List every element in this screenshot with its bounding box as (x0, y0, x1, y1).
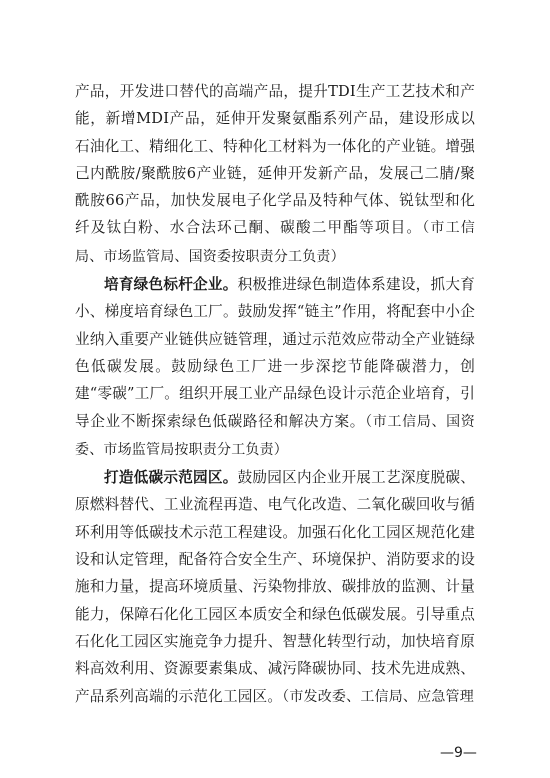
paragraph-heading: 打造低碳示范园区。 (104, 469, 238, 487)
page-number: —9— (440, 745, 477, 761)
responsibility-note: （市工信局、市场监管局、国资委按职责分工负责） (75, 220, 475, 265)
paragraph-petrochemical-chain (75, 78, 475, 271)
paragraph-body: 鼓励园区内企业开展工艺深度脱碳、原燃料替代、工业流程再造、电气化改造、二氧化碳回收与循环利用等低碳技术示范工程建设。加强石化化工园区规范化建设和认定管理，配备符合安全生产、环境保护、消防要求的设施和力量，提高环境质量、污染物排放、碳排放的监测、计量能力，保障石化化工园区本质安全和绿色低碳发展。引导重点石化化工园区实施竞争力提升、智慧化转型行动，加快培育原料高效利用、资源要素集成、减污降碳协同、技术先进成熟、产品系列高端的示范化工园区。 (75, 469, 475, 705)
paragraph-body: 产品，开发进口替代的高端产品，提升TDI生产工艺技术和产能，新增MDI产品，延伸开发聚氨酯系列产品，建设形成以石油化工、精细化工、特种化工材料为一体化的产业链。增强己内酰胺/聚酰胺6产业链，延伸开发新产品，发展己二腈/聚酰胺66产品，加快发展电子化学品及特种气体、锐钛型和化纤及钛白粉、水合法环己酮、碳酸二甲酯等项目。 (75, 83, 475, 237)
document-page (75, 78, 475, 711)
paragraph-low-carbon-park (75, 464, 475, 711)
responsibility-note: （市发改委、工信局、应急管理 (282, 688, 474, 705)
paragraph-body: 积极推进绿色制造体系建设，抓大育小、梯度培育绿色工厂。鼓励发挥“链主”作用，将配套中小企业纳入重要产业链供应链管理，通过示范效应带动全产业链绿色低碳发展。鼓励绿色工厂进一步深挖节能降碳潜力，创建“零碳”工厂。组织开展工业产品绿色设计示范企业培育，引导企业不断探索绿色低碳路径和解决方案。 (75, 276, 475, 430)
paragraph-heading: 培育绿色标杆企业。 (104, 276, 238, 294)
paragraph-green-benchmark (75, 271, 475, 464)
responsibility-note: （市工信局、国资委、市场监管局按职责分工负责） (75, 413, 475, 458)
